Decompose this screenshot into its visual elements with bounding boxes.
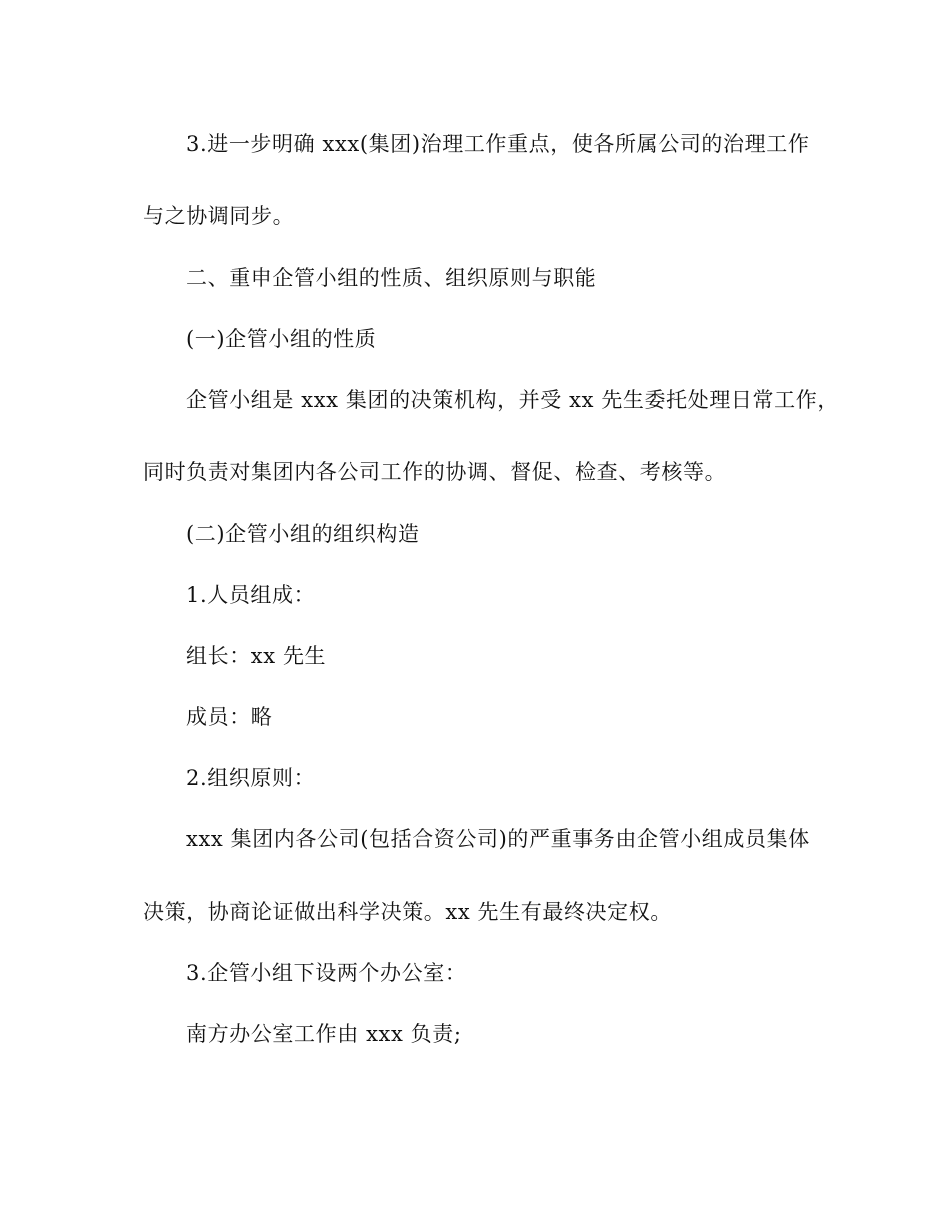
list-item-offices-heading: 3.企管小组下设两个办公室： (186, 961, 467, 985)
list-item-members-heading: 1.人员组成： (186, 583, 316, 607)
paragraph-2-line-1: 企管小组是 xxx 集团的决策机构，并受 xx 先生委托处理日常工作， (186, 388, 839, 412)
paragraph-1-line-1: 3.进一步明确 xxx(集团)治理工作重点，使各所属公司的治理工作 (186, 132, 810, 156)
section-heading-2: 二、重申企管小组的性质、组织原则与职能 (186, 266, 597, 290)
paragraph-3-line-2: 决策，协商论证做出科学决策。xx 先生有最终决定权。 (143, 900, 672, 924)
paragraph-2-line-2: 同时负责对集团内各公司工作的协调、督促、检查、考核等。 (143, 460, 727, 484)
members-line: 成员：略 (186, 705, 273, 729)
list-item-principles-heading: 2.组织原则： (186, 766, 316, 790)
south-office-line: 南方办公室工作由 xxx 负责; (186, 1022, 462, 1046)
leader-line: 组长：xx 先生 (186, 644, 327, 668)
subsection-heading-1: (一)企管小组的性质 (186, 327, 377, 351)
subsection-heading-2: (二)企管小组的组织构造 (186, 522, 420, 546)
paragraph-1-line-2: 与之协调同步。 (143, 204, 295, 228)
paragraph-3-line-1: xxx 集团内各公司(包括合资公司)的严重事务由企管小组成员集体 (186, 827, 810, 851)
